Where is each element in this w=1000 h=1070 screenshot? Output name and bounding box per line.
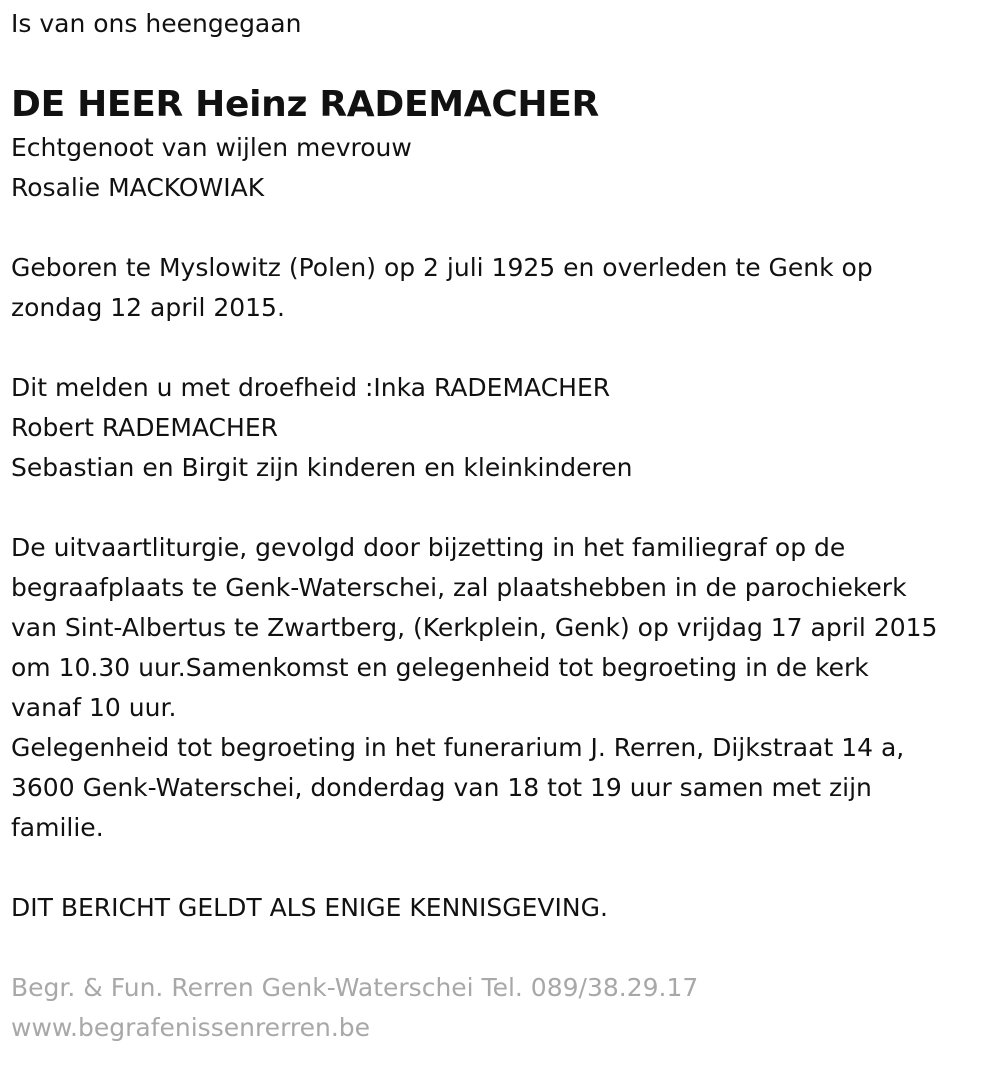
spacer <box>11 208 991 248</box>
funeral-line: 3600 Genk-Waterschei, donderdag van 18 tot 19 uur samen met zijn <box>11 773 872 802</box>
deceased-name: DE HEER Heinz RADEMACHER <box>11 84 599 125</box>
intro-text: Is van ons heengegaan <box>11 9 302 38</box>
closing-statement: DIT BERICHT GELDT ALS ENIGE KENNISGEVING. <box>11 893 608 922</box>
family-line: Robert RADEMACHER <box>11 413 278 442</box>
funeral-line: Gelegenheid tot begroeting in het funerarium J. Rerren, Dijkstraat 14 a, <box>11 733 905 762</box>
spouse-line: Echtgenoot van wijlen mevrouw <box>11 133 412 162</box>
funeral-home-footer <box>11 968 991 1048</box>
spacer <box>11 848 991 888</box>
funeral-line: begraafplaats te Genk-Waterschei, zal plaatshebben in de parochiekerk <box>11 573 907 602</box>
funeral-home-website: www.begrafenissenrerren.be <box>11 1013 371 1042</box>
spacer <box>11 328 991 368</box>
funeral-line: van Sint-Albertus te Zwartberg, (Kerkplein, Genk) op vrijdag 17 april 2015 <box>11 613 938 642</box>
spacer <box>11 488 991 528</box>
birth-death-line: Geboren te Myslowitz (Polen) op 2 juli 1925 en overleden te Genk op <box>11 253 873 282</box>
funeral-section <box>11 528 991 848</box>
birth-death-section <box>11 248 991 328</box>
funeral-line: om 10.30 uur.Samenkomst en gelegenheid tot begroeting in de kerk <box>11 653 869 682</box>
funeral-line: vanaf 10 uur. <box>11 693 177 722</box>
spouse-section <box>11 128 991 208</box>
family-line: Dit melden u met droefheid :Inka RADEMACHER <box>11 373 611 402</box>
funeral-home-contact: Begr. & Fun. Rerren Genk-Waterschei Tel. 089/38.29.17 <box>11 973 699 1002</box>
spouse-line: Rosalie MACKOWIAK <box>11 173 265 202</box>
birth-death-line: zondag 12 april 2015. <box>11 293 285 322</box>
family-section <box>11 368 991 488</box>
spacer <box>11 928 991 968</box>
funeral-line: familie. <box>11 813 104 842</box>
funeral-line: De uitvaartliturgie, gevolgd door bijzetting in het familiegraf op de <box>11 533 846 562</box>
family-line: Sebastian en Birgit zijn kinderen en kleinkinderen <box>11 453 633 482</box>
